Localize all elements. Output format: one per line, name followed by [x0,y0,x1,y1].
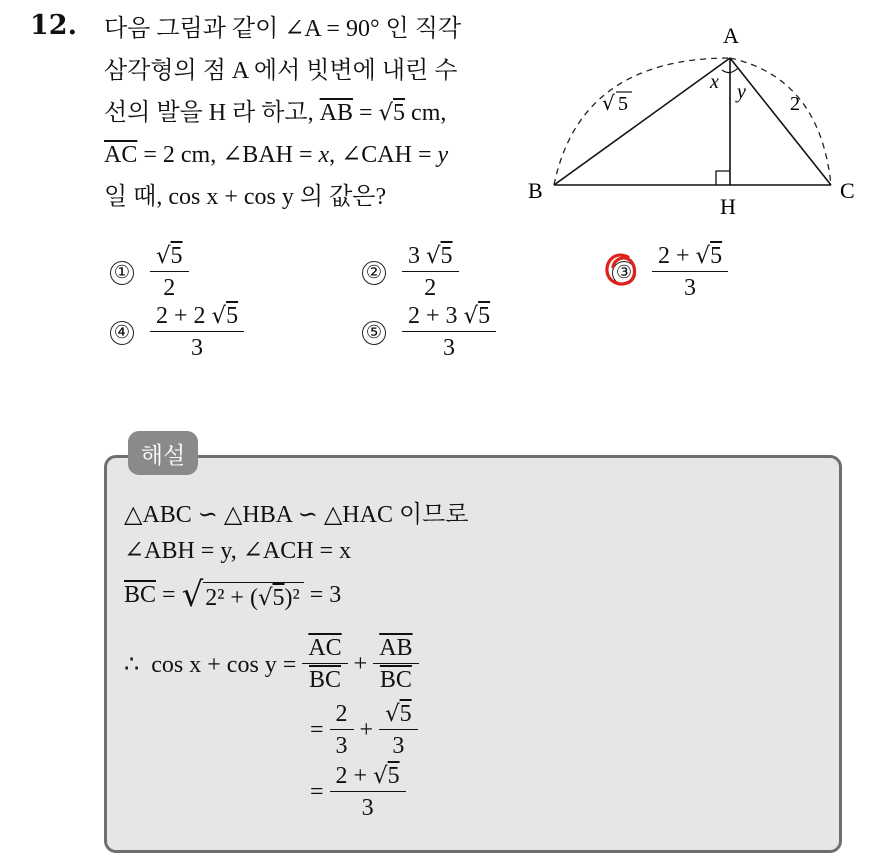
question-line-5: 일 때, cos x + cos y 의 값은? [104,184,387,210]
frac-ab-bc: $\frac{\overline{AB}}{BC}$ [373,636,418,693]
question-line-1: 다음 그림과 같이 ∠A = 90° 인 직각 [104,16,462,42]
triangle-figure [520,18,865,223]
label-ab-len: 5 [618,93,628,115]
choice-4-number: ④ [110,321,134,345]
explanation-step-3: = $\frac{2 + √5}{3}$ [304,764,406,821]
question-line-3 [104,92,514,134]
bc-sqrt: √ 2² + (√5)² [182,578,304,612]
question-line-3-text: 선의 발을 H 라 하고, [104,100,314,126]
label-ac-len: 2 [790,93,800,115]
segment-bc: $\overline{BC}$ [124,581,157,608]
equals: = [352,100,379,126]
frac-final: $\frac{2 + √5}{3}$ [330,764,406,821]
ac-text: = 2 cm, ∠BAH = [137,142,319,168]
choice-1-fraction: $\frac{√5}{2}$ [150,244,189,301]
side-ac [730,58,831,185]
choice-4-fraction: $\frac{2 + 2 √5}{3}$ [150,304,244,361]
sqrt-5: √5 [378,100,406,126]
label-b: B [528,178,543,203]
choice-5-number: ⑤ [362,321,386,345]
choice-5-fraction: $\frac{2 + 3 √5}{3}$ [402,304,496,361]
explanation-step-2: = $\frac{2}{3}$ + $\frac{√5}{3}$ [304,702,418,759]
bc-result: = 3 [303,581,342,608]
choice-1[interactable] [110,244,189,301]
answer-circle-mark [604,252,638,288]
choice-3-fraction: $\frac{2 + √5}{3}$ [652,244,728,301]
explanation-line-2: ∠ABH = y, ∠ACH = x [124,538,352,564]
question-number: 12. [30,10,77,41]
segment-ac: $\overline{AC}$ [104,142,138,168]
label-a: A [723,23,739,48]
choice-2-number: ② [362,261,386,285]
choice-2[interactable] [362,244,459,301]
choice-5[interactable] [362,304,496,361]
radical-ab: √ [602,91,615,115]
question-line-4 [104,134,514,176]
cah-text: , ∠CAH = [329,142,438,168]
choice-3-number: ③ [612,261,636,285]
question-line-2: 삼각형의 점 A 에서 빗변에 내린 수 [104,58,458,84]
unit-cm: cm, [405,100,447,126]
explanation-bc-line: $\overline{BC}$ = √ 2² + (√5)² = 3 [124,575,342,615]
segment-ab: $\overline{AB}$ [319,100,353,126]
right-angle-mark [716,171,730,185]
label-c: C [840,178,855,203]
explanation-tag: 해설 [128,431,198,475]
label-y: y [737,81,746,103]
choice-2-fraction: $\frac{3 √5}{2}$ [402,244,459,301]
explanation-therefore-line: ∴ cos x + cos y = $\frac{\overline{AC}}{BC}$ + $\frac{\overline{AB}}{BC}$ [124,636,419,693]
var-y: y [437,142,449,168]
var-x: x [318,142,330,168]
explanation-line-1: △ABC ∽ △HBA ∽ △HAC 이므로 [124,502,469,528]
frac-root5-3: $\frac{√5}{3}$ [379,702,418,759]
choice-4[interactable] [110,304,244,361]
choice-1-number: ① [110,261,134,285]
frac-ac-bc: $\frac{\overline{AC}}{BC}$ [302,636,347,693]
label-x: x [710,71,719,93]
label-h: H [720,194,736,219]
frac-2-3: $\frac{2}{3}$ [330,702,354,759]
question-text [104,8,514,218]
